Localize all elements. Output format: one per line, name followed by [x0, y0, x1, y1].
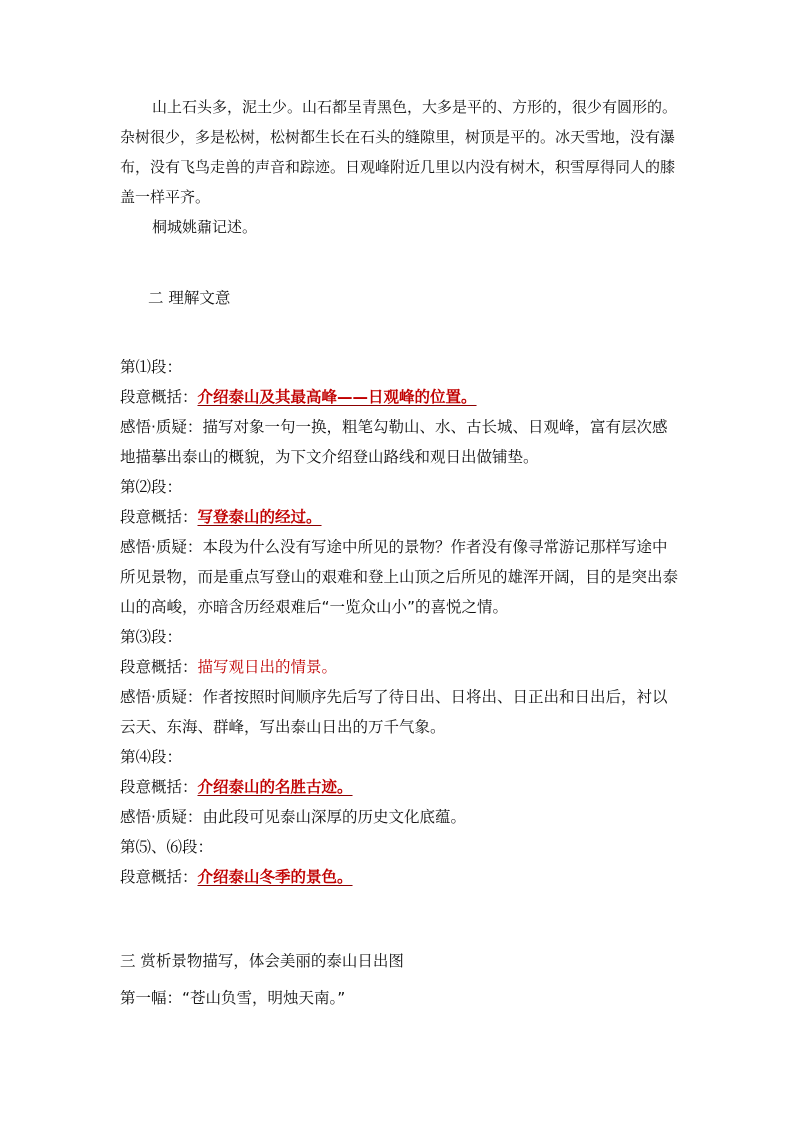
summary-line — [120, 772, 680, 802]
summary-line — [120, 652, 680, 682]
summary-line — [120, 862, 680, 892]
summary-label: 段意概括： — [120, 508, 198, 526]
insight-block — [120, 532, 680, 622]
insight-text: 本段为什么没有写途中所见的景物？作者没有像寻常游记那样写途中所见景物，而是重点写登山的艰难和登上山顶之后所见的雄浑开阔，目的是突出泰山的高峻，亦暗含历经艰难后“一览众山小”的喜悦之情。 — [120, 538, 679, 616]
summary-text: 描写观日出的情景。 — [197, 658, 338, 676]
paragraph-number: 第⑵段： — [120, 478, 183, 496]
summary-label: 段意概括： — [120, 868, 198, 886]
paragraph-number: 第⑷段： — [120, 748, 183, 766]
insight-label: 感悟·质疑： — [120, 418, 203, 436]
summary-label: 段意概括： — [120, 388, 198, 406]
insight-text: 描写对象一句一换，粗笔勾勒山、水、古长城、日观峰，富有层次感地描摹出泰山的概貌，为下文介绍登山路线和观日出做铺垫。 — [120, 418, 668, 466]
summary-line — [120, 382, 680, 412]
summary-label: 段意概括： — [120, 778, 198, 796]
insight-block — [120, 412, 680, 472]
summary-line — [120, 502, 680, 532]
insight-block — [120, 682, 680, 742]
passage-attribution: 桐城姚鼐记述。 — [152, 218, 258, 236]
insight-label: 感悟·质疑： — [120, 808, 203, 826]
passage — [120, 92, 680, 242]
paragraph-number: 第⑶段： — [120, 628, 183, 646]
passage-paragraph: 山上石头多，泥土少。山石都呈青黑色，大多是平的、方形的，很少有圆形的。杂树很少，多是松树，松树都生长在石头的缝隙里，树顶是平的。冰天雪地，没有瀑布，没有飞鸟走兽的声音和踪迹。日观峰附近几里以内没有树木，积雪厚得同人的膝盖一样平齐。 — [120, 98, 678, 206]
insight-text: 作者按照时间顺序先后写了待日出、日将出、日正出和日出后，衬以云天、东海、群峰，写出泰山日出的万千气象。 — [120, 688, 668, 736]
summary-text: 介绍泰山冬季的景色。 — [197, 868, 353, 886]
summary-text: 介绍泰山的名胜古迹。 — [197, 778, 353, 796]
paragraph-number: 第⑸、⑹段： — [120, 838, 214, 856]
paragraph-number: 第⑴段： — [120, 358, 183, 376]
insight-block — [120, 802, 680, 832]
summary-label: 段意概括： — [120, 658, 198, 676]
section-heading: 三 赏析景物描写，体会美丽的泰山日出图 — [120, 952, 404, 970]
insight-label: 感悟·质疑： — [120, 538, 203, 556]
section-3 — [120, 946, 680, 1013]
section-2 — [120, 283, 680, 313]
insight-label: 感悟·质疑： — [120, 688, 203, 706]
insight-text: 由此段可见泰山深厚的历史文化底蕴。 — [202, 808, 466, 826]
summary-text: 介绍泰山及其最高峰——日观峰的位置。 — [197, 388, 477, 406]
section-2-items — [120, 352, 680, 892]
picture-caption: 第一幅：“苍山负雪，明烛天南。” — [120, 989, 346, 1007]
summary-text: 写登泰山的经过。 — [197, 508, 322, 526]
section-heading: 二 理解文意 — [148, 289, 231, 307]
